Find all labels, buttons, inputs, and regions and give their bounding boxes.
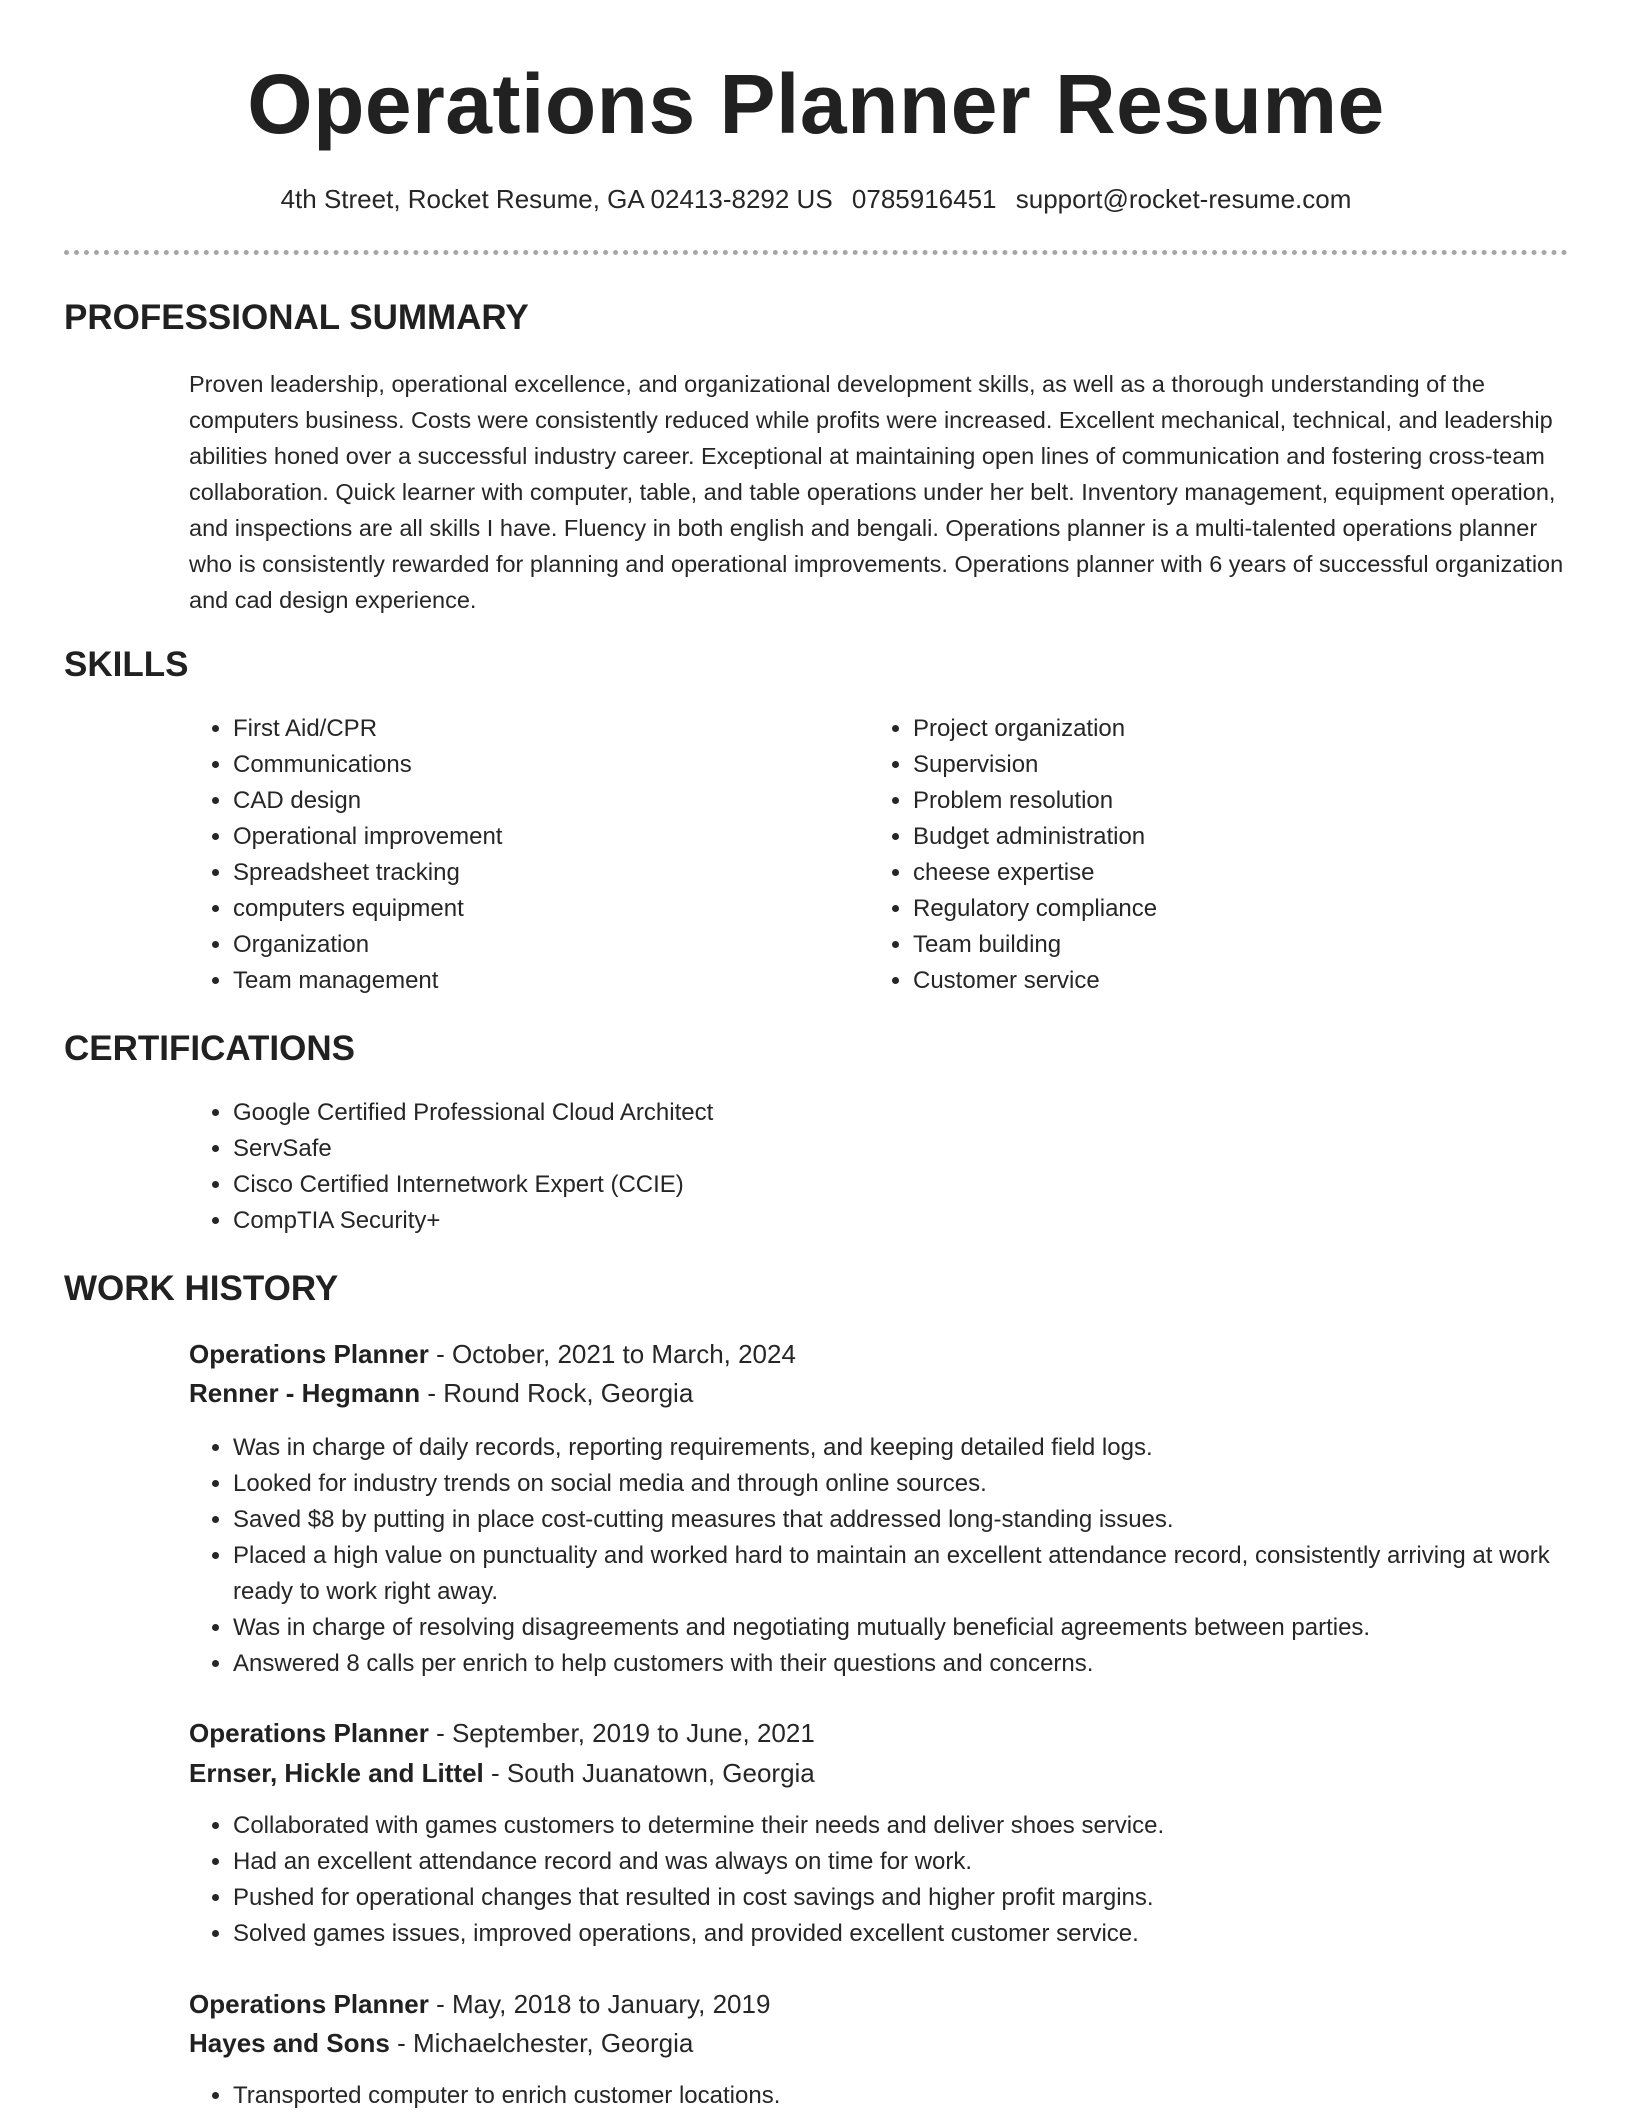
list-item: • Transported computer to enrich customer locations. bbox=[233, 2078, 1613, 2114]
list-item: • Answered 8 calls per enrich to help customers with their questions and concerns. bbox=[233, 1646, 1613, 1682]
summary-text: Proven leadership, operational excellence, and organizational development skills, as well as a thorough understanding of the computers business. Costs were consistently reduced while profits were increased. Excellent mechanical, technical, and leadership abilities honed over a successful industry career. Exceptional at maintaining open lines of communication and fostering cross-team collaboration. Quick learner with computer, table, and table operations under her belt. Inventory management, equipment operation, and inspections are all skills I have. Fluency in both english and bengali. Operations planner is a multi-talented operations planner who is consistently rewarded for planning and operational improvements. Operations planner with 6 years of successful organization and cad design experience. bbox=[189, 371, 1564, 613]
list-item: • CompTIA Security+ bbox=[233, 1203, 1533, 1239]
list-item: • cheese expertise bbox=[913, 855, 1533, 891]
job-bullets bbox=[189, 2078, 1613, 2114]
list-item: • Spreadsheet tracking bbox=[233, 855, 853, 891]
list-item: • Pushed for operational changes that resulted in cost savings and higher profit margins. bbox=[233, 1880, 1613, 1916]
list-item: • Was in charge of daily records, reporting requirements, and keeping detailed field logs. bbox=[233, 1430, 1613, 1466]
job-bullets bbox=[189, 1430, 1613, 1682]
job-company-line bbox=[189, 1755, 815, 1791]
skills-list-right bbox=[869, 711, 1533, 999]
list-item: • Saved $8 by putting in place cost-cutting measures that addressed long-standing issues. bbox=[233, 1502, 1613, 1538]
job-title-line bbox=[189, 1715, 815, 1751]
certifications-heading: CERTIFICATIONS bbox=[64, 1029, 356, 1068]
list-item: • Organization bbox=[233, 927, 853, 963]
work-history-heading: WORK HISTORY bbox=[64, 1269, 339, 1308]
list-item: • Team building bbox=[913, 927, 1533, 963]
list-item: • Problem resolution bbox=[913, 783, 1533, 819]
job-company: Renner - Hegmann bbox=[189, 1378, 421, 1408]
job-company-line bbox=[189, 1375, 693, 1411]
list-item: • Budget administration bbox=[913, 819, 1533, 855]
job-title: Operations Planner bbox=[189, 1339, 429, 1369]
list-item: • Operational improvement bbox=[233, 819, 853, 855]
job-title: Operations Planner bbox=[189, 1718, 429, 1748]
job-title: Operations Planner bbox=[189, 1989, 429, 2019]
list-item: • Had an excellent attendance record and was always on time for work. bbox=[233, 1844, 1613, 1880]
contact-email: support@rocket-resume.com bbox=[1015, 184, 1352, 214]
list-item: • Solved games issues, improved operations, and provided excellent customer service. bbox=[233, 1916, 1613, 1952]
list-item: • Was in charge of resolving disagreements and negotiating mutually beneficial agreements between parties. bbox=[233, 1610, 1613, 1646]
job-dates: - September, 2019 to June, 2021 bbox=[428, 1718, 815, 1748]
list-item: • computers equipment bbox=[233, 891, 853, 927]
job-title-line bbox=[189, 1336, 796, 1372]
list-item: • Team management bbox=[233, 963, 853, 999]
list-item: • ServSafe bbox=[233, 1131, 1533, 1167]
list-item: • Communications bbox=[233, 747, 853, 783]
list-item: • Regulatory compliance bbox=[913, 891, 1533, 927]
job-location: - South Juanatown, Georgia bbox=[483, 1758, 815, 1788]
list-item: • Project organization bbox=[913, 711, 1533, 747]
job-company: Ernser, Hickle and Littel bbox=[189, 1758, 484, 1788]
list-item: • Supervision bbox=[913, 747, 1533, 783]
contact-line bbox=[0, 182, 1632, 216]
list-item: • Google Certified Professional Cloud Architect bbox=[233, 1095, 1533, 1131]
header-divider bbox=[64, 250, 1568, 255]
list-item: • Collaborated with games customers to determine their needs and deliver shoes service. bbox=[233, 1808, 1613, 1844]
list-item: • Looked for industry trends on social media and through online sources. bbox=[233, 1466, 1613, 1502]
list-item: • First Aid/CPR bbox=[233, 711, 853, 747]
job-company-line bbox=[189, 2025, 693, 2061]
job-dates: - October, 2021 to March, 2024 bbox=[428, 1339, 796, 1369]
job-company: Hayes and Sons bbox=[189, 2028, 390, 2058]
list-item: • CAD design bbox=[233, 783, 853, 819]
job-title-line bbox=[189, 1986, 770, 2022]
certifications-list bbox=[189, 1095, 1533, 1239]
list-item: • Placed a high value on punctuality and worked hard to maintain an excellent attendance record, consistently arriving at work ready to work right away. bbox=[233, 1538, 1613, 1610]
contact-phone: 0785916451 bbox=[851, 184, 997, 214]
page-title: Operations Planner Resume bbox=[247, 57, 1385, 151]
summary-heading: PROFESSIONAL SUMMARY bbox=[64, 298, 529, 337]
list-item: • Cisco Certified Internetwork Expert (CCIE) bbox=[233, 1167, 1533, 1203]
contact-address: 4th Street, Rocket Resume, GA 02413-8292 US bbox=[280, 184, 833, 214]
list-item: • Customer service bbox=[913, 963, 1533, 999]
job-bullets bbox=[189, 1808, 1613, 1952]
skills-list-left bbox=[189, 711, 853, 999]
skills-heading: SKILLS bbox=[64, 645, 189, 684]
job-dates: - May, 2018 to January, 2019 bbox=[428, 1989, 771, 2019]
job-location: - Michaelchester, Georgia bbox=[389, 2028, 694, 2058]
job-location: - Round Rock, Georgia bbox=[420, 1378, 694, 1408]
